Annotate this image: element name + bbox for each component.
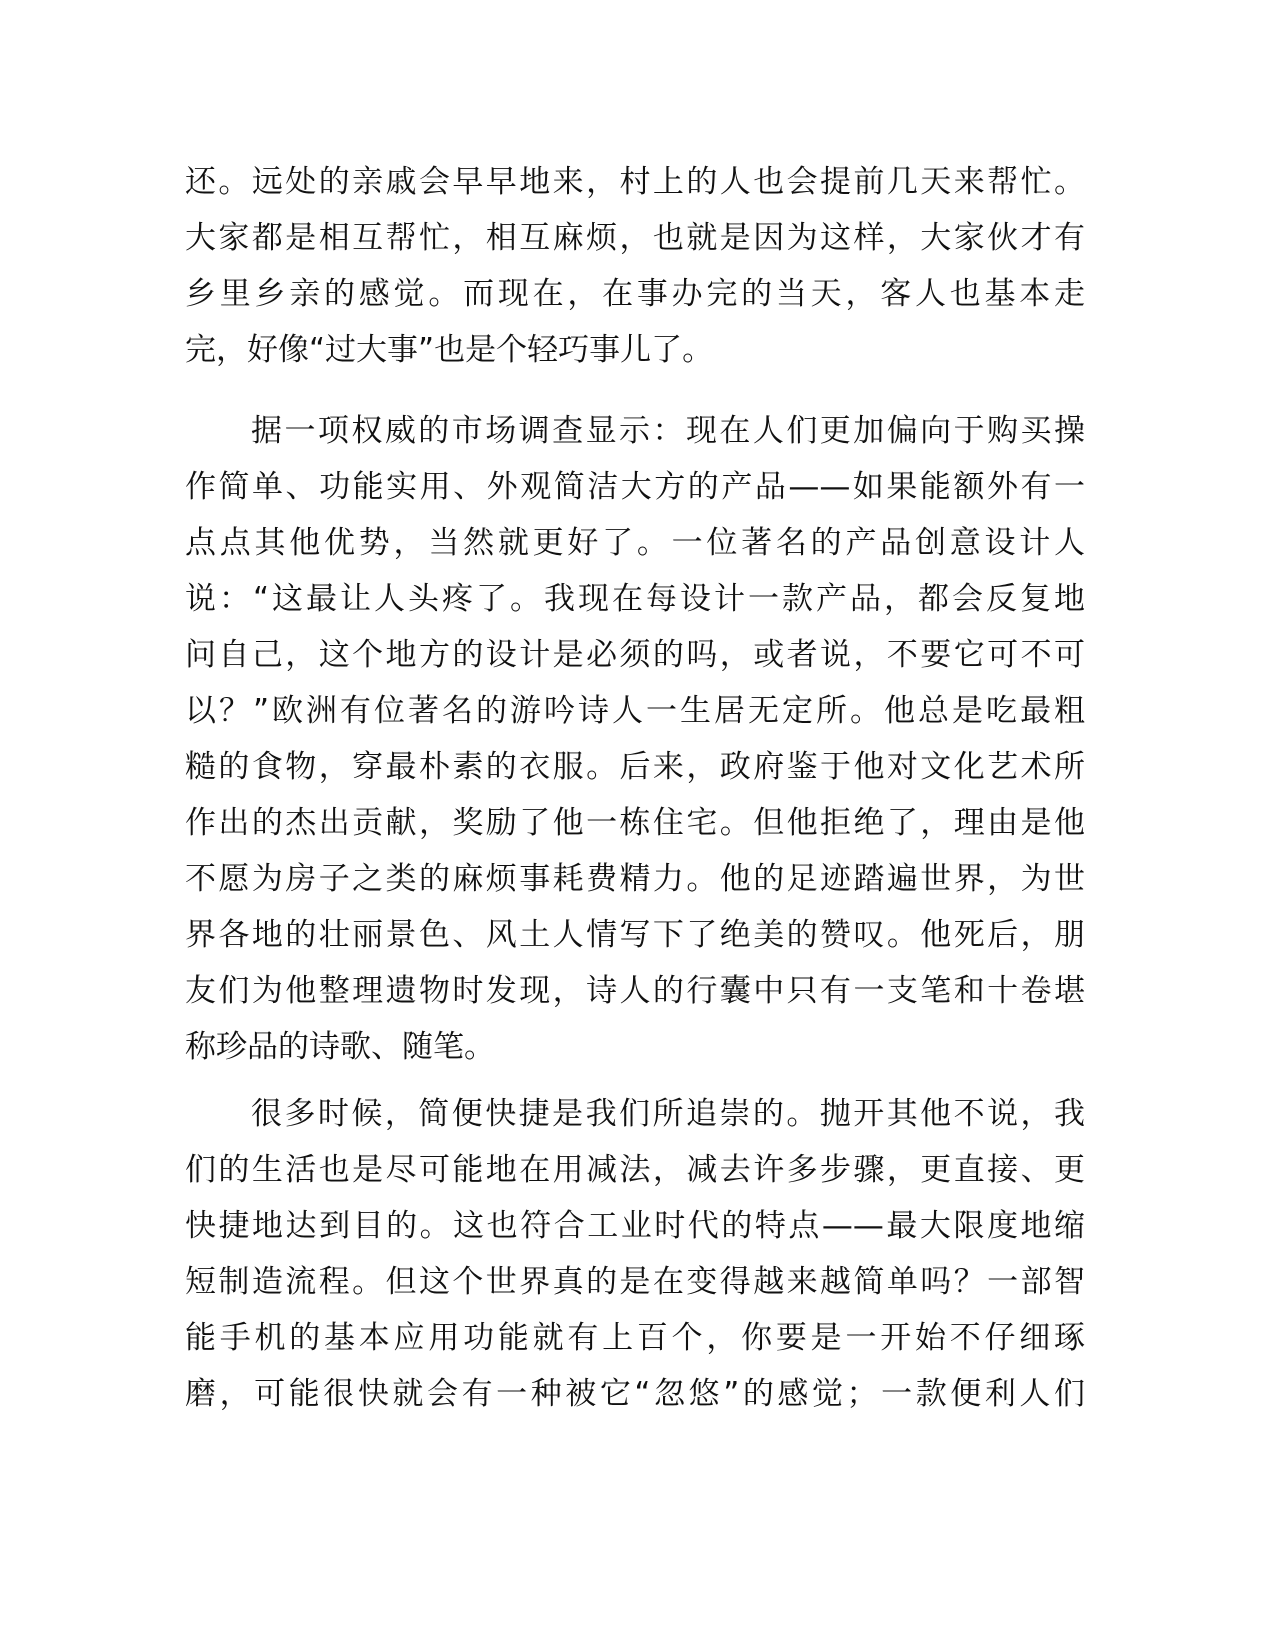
text-line: 磨，可能很快就会有一种被它“忽悠”的感觉；一款便利人们 <box>185 1376 1085 1412</box>
text-line: 快捷地达到目的。这也符合工业时代的特点——最大限度地缩 <box>185 1208 1085 1244</box>
text-line: 能手机的基本应用功能就有上百个，你要是一开始不仔细琢 <box>185 1320 1085 1356</box>
text-line: 以？”欧洲有位著名的游吟诗人一生居无定所。他总是吃最粗 <box>185 693 1085 729</box>
text-line: 乡里乡亲的感觉。而现在，在事办完的当天，客人也基本走 <box>185 276 1085 312</box>
text-line: 据一项权威的市场调查显示：现在人们更加偏向于购买操 <box>251 413 1085 449</box>
text-line: 作简单、功能实用、外观简洁大方的产品——如果能额外有一 <box>185 469 1085 505</box>
text-line: 很多时候，简便快捷是我们所追崇的。抛开其他不说，我 <box>251 1096 1085 1132</box>
text-line: 糙的食物，穿最朴素的衣服。后来，政府鉴于他对文化艺术所 <box>185 749 1085 785</box>
text-line: 们的生活也是尽可能地在用减法，减去许多步骤，更直接、更 <box>185 1152 1085 1188</box>
text-line: 称珍品的诗歌、随笔。 <box>185 1029 495 1065</box>
text-line: 说：“这最让人头疼了。我现在每设计一款产品，都会反复地 <box>185 581 1085 617</box>
paragraph-3 <box>185 1086 1085 1422</box>
text-line: 友们为他整理遗物时发现，诗人的行囊中只有一支笔和十卷堪 <box>185 973 1085 1009</box>
text-line: 还。远处的亲戚会早早地来，村上的人也会提前几天来帮忙。 <box>185 164 1085 200</box>
text-line: 不愿为房子之类的麻烦事耗费精力。他的足迹踏遍世界，为世 <box>185 861 1085 897</box>
text-line: 点点其他优势，当然就更好了。一位著名的产品创意设计人 <box>185 525 1085 561</box>
text-line: 界各地的壮丽景色、风土人情写下了绝美的赞叹。他死后，朋 <box>185 917 1085 953</box>
text-line: 作出的杰出贡献，奖励了他一栋住宅。但他拒绝了，理由是他 <box>185 805 1085 841</box>
text-line: 大家都是相互帮忙，相互麻烦，也就是因为这样，大家伙才有 <box>185 220 1085 256</box>
text-line: 问自己，这个地方的设计是必须的吗，或者说，不要它可不可 <box>185 637 1085 673</box>
paragraph-1 <box>185 154 1085 378</box>
text-line: 完，好像“过大事”也是个轻巧事儿了。 <box>185 332 714 368</box>
text-line: 短制造流程。但这个世界真的是在变得越来越简单吗？一部智 <box>185 1264 1085 1300</box>
paragraph-2 <box>185 403 1085 1075</box>
